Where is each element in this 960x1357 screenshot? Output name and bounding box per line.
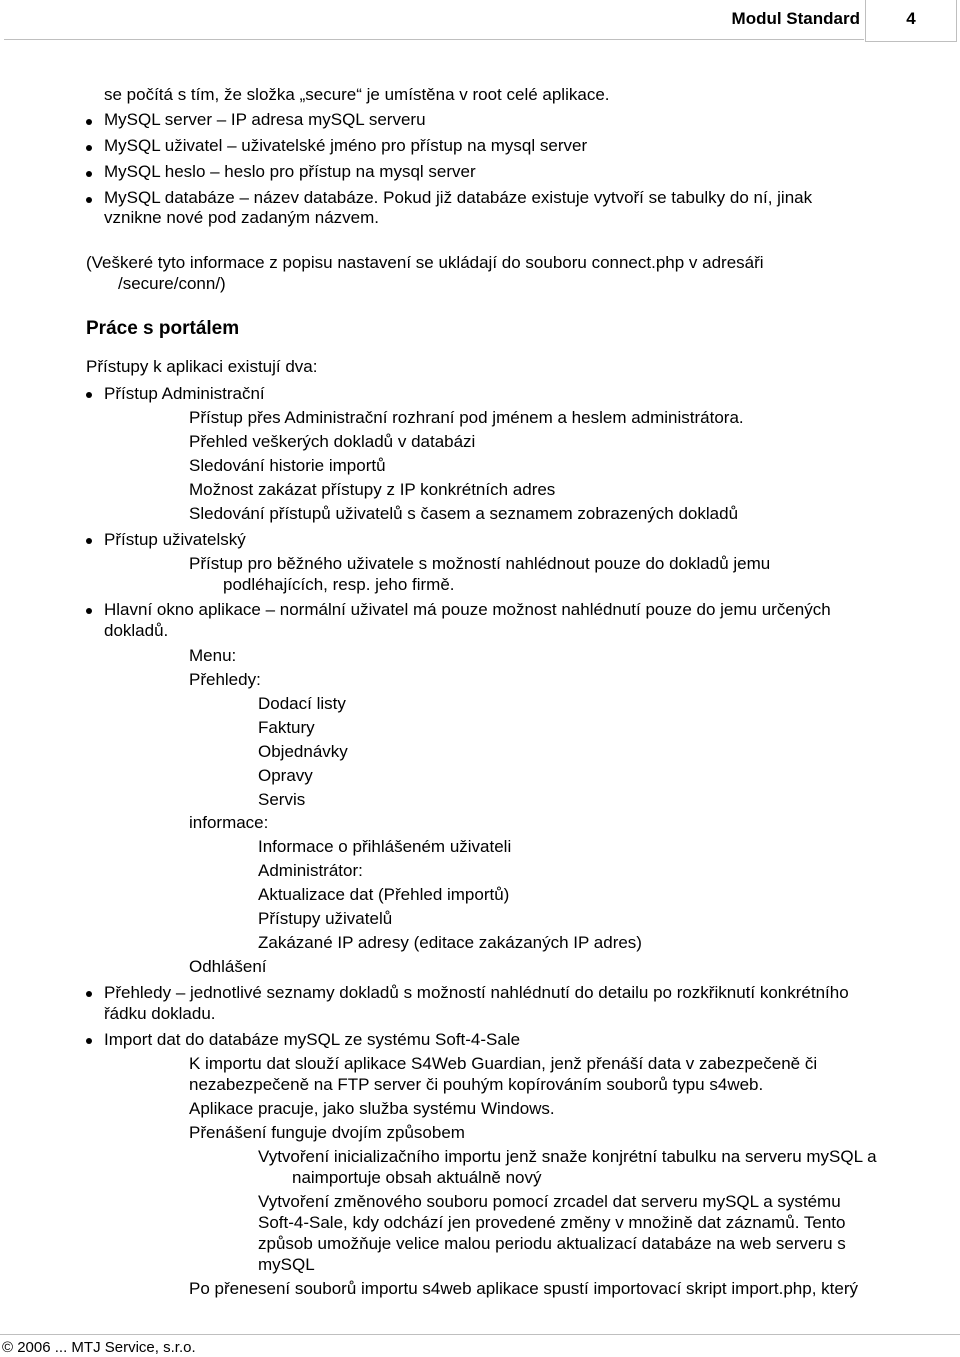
informace-label: informace:: [189, 813, 269, 832]
admin-line: Přístup přes Administrační rozhraní pod jménem a heslem administrátora.: [189, 408, 744, 427]
menu-item: Opravy: [258, 766, 313, 785]
user-title: Přístup uživatelský: [104, 530, 246, 549]
import-p2: Aplikace pracuje, jako služba systému Windows.: [189, 1099, 555, 1118]
menu-item: Aktualizace dat (Přehled importů): [258, 885, 510, 904]
prehledy-label: Přehledy:: [189, 670, 261, 689]
import-way2: Vytvoření změnového souboru pomocí zrcadel dat serveru mySQL a systému: [258, 1192, 841, 1211]
import-way2: způsob umožňuje velice malou periodu aktualizací databáze na web serveru s: [258, 1234, 846, 1253]
bullet-icon: [86, 197, 92, 203]
import-p4: Po přenesení souborů importu s4web aplikace spustí importovací skript import.php, který: [189, 1279, 858, 1298]
page-number: 4: [906, 9, 916, 28]
note-line: /secure/conn/): [118, 274, 226, 293]
import-way2: mySQL: [258, 1255, 315, 1274]
footer-rule: [0, 1334, 960, 1335]
footer-copyright: © 2006 ... MTJ Service, s.r.o.: [2, 1339, 196, 1356]
intro-line: se počítá s tím, že složka „secure“ je umístěna v root celé aplikace.: [104, 85, 610, 104]
logout-label: Odhlášení: [189, 957, 267, 976]
import-p3: Přenášení funguje dvojím způsobem: [189, 1123, 465, 1142]
admin-line: Přehled veškerých dokladů v databázi: [189, 432, 476, 451]
menu-item: Informace o přihlášeném uživateli: [258, 837, 512, 856]
main-window-line: dokladů.: [104, 621, 169, 640]
header-rule: [4, 39, 864, 40]
user-line: Přístup pro běžného uživatele s možností nahlédnout pouze do dokladů jemu: [189, 554, 771, 573]
main-window-line: Hlavní okno aplikace – normální uživatel má pouze možnost nahlédnutí pouze do jemu určených: [104, 600, 831, 619]
admin-line: Možnost zakázat přístupy z IP konkrétních adres: [189, 480, 556, 499]
section-heading: Práce s portálem: [86, 318, 240, 339]
config-item-continued: vznikne nové pod zadaným názvem.: [104, 208, 379, 227]
admin-line: Sledování přístupů uživatelů s časem a seznamem zobrazených dokladů: [189, 504, 739, 523]
import-way1: Vytvoření inicializačního importu jenž snaže konjrétní tabulku na serveru mySQL a: [258, 1147, 877, 1166]
bullet-icon: [86, 608, 92, 614]
admin-line: Sledování historie importů: [189, 456, 386, 475]
menu-label: Menu:: [189, 646, 237, 665]
bullet-icon: [86, 145, 92, 151]
overviews-line: řádku dokladu.: [104, 1004, 216, 1023]
admin-title: Přístup Administrační: [104, 384, 265, 403]
config-item: MySQL databáze – název databáze. Pokud již databáze existuje vytvoří se tabulky do ní, jinak: [104, 188, 813, 207]
import-way2: Soft-4-Sale, kdy odchází jen provedené změny v množině dat záznamů. Tento: [258, 1213, 846, 1232]
bullet-icon: [86, 171, 92, 177]
access-intro: Přístupy k aplikaci existují dva:: [86, 357, 318, 376]
note-line: (Veškeré tyto informace z popisu nastavení se ukládají do souboru connect.php v adresáři: [86, 253, 764, 272]
bullet-icon: [86, 392, 92, 398]
import-p1: K importu dat slouží aplikace S4Web Guardian, jenž přenáší data v zabezpečeně či: [189, 1054, 818, 1073]
menu-item: Přístupy uživatelů: [258, 909, 393, 928]
bullet-icon: [86, 1038, 92, 1044]
config-item: MySQL server – IP adresa mySQL serveru: [104, 110, 426, 129]
page-number-box: [865, 0, 957, 42]
bullet-icon: [86, 119, 92, 125]
import-p1: nezabezpečeně na FTP server či pouhým kopírováním souborů typu s4web.: [189, 1075, 764, 1094]
menu-item: Administrátor:: [258, 861, 363, 880]
user-line-continued: podléhajících, resp. jeho firmě.: [223, 575, 455, 594]
config-item: MySQL heslo – heslo pro přístup na mysql server: [104, 162, 476, 181]
bullet-icon: [86, 538, 92, 544]
menu-item: Dodací listy: [258, 694, 346, 713]
menu-item: Faktury: [258, 718, 315, 737]
config-item: MySQL uživatel – uživatelské jméno pro přístup na mysql server: [104, 136, 588, 155]
import-way1: naimportuje obsah aktuálně nový: [292, 1168, 542, 1187]
import-title: Import dat do databáze mySQL ze systému Soft-4-Sale: [104, 1030, 521, 1049]
bullet-icon: [86, 991, 92, 997]
menu-item: Zakázané IP adresy (editace zakázaných IP adres): [258, 933, 642, 952]
menu-item: Servis: [258, 790, 306, 809]
overviews-line: Přehledy – jednotlivé seznamy dokladů s možností nahlédnutí do detailu po rozkřiknutí konkrétního: [104, 983, 849, 1002]
menu-item: Objednávky: [258, 742, 348, 761]
header-title: Modul Standard: [731, 9, 860, 28]
